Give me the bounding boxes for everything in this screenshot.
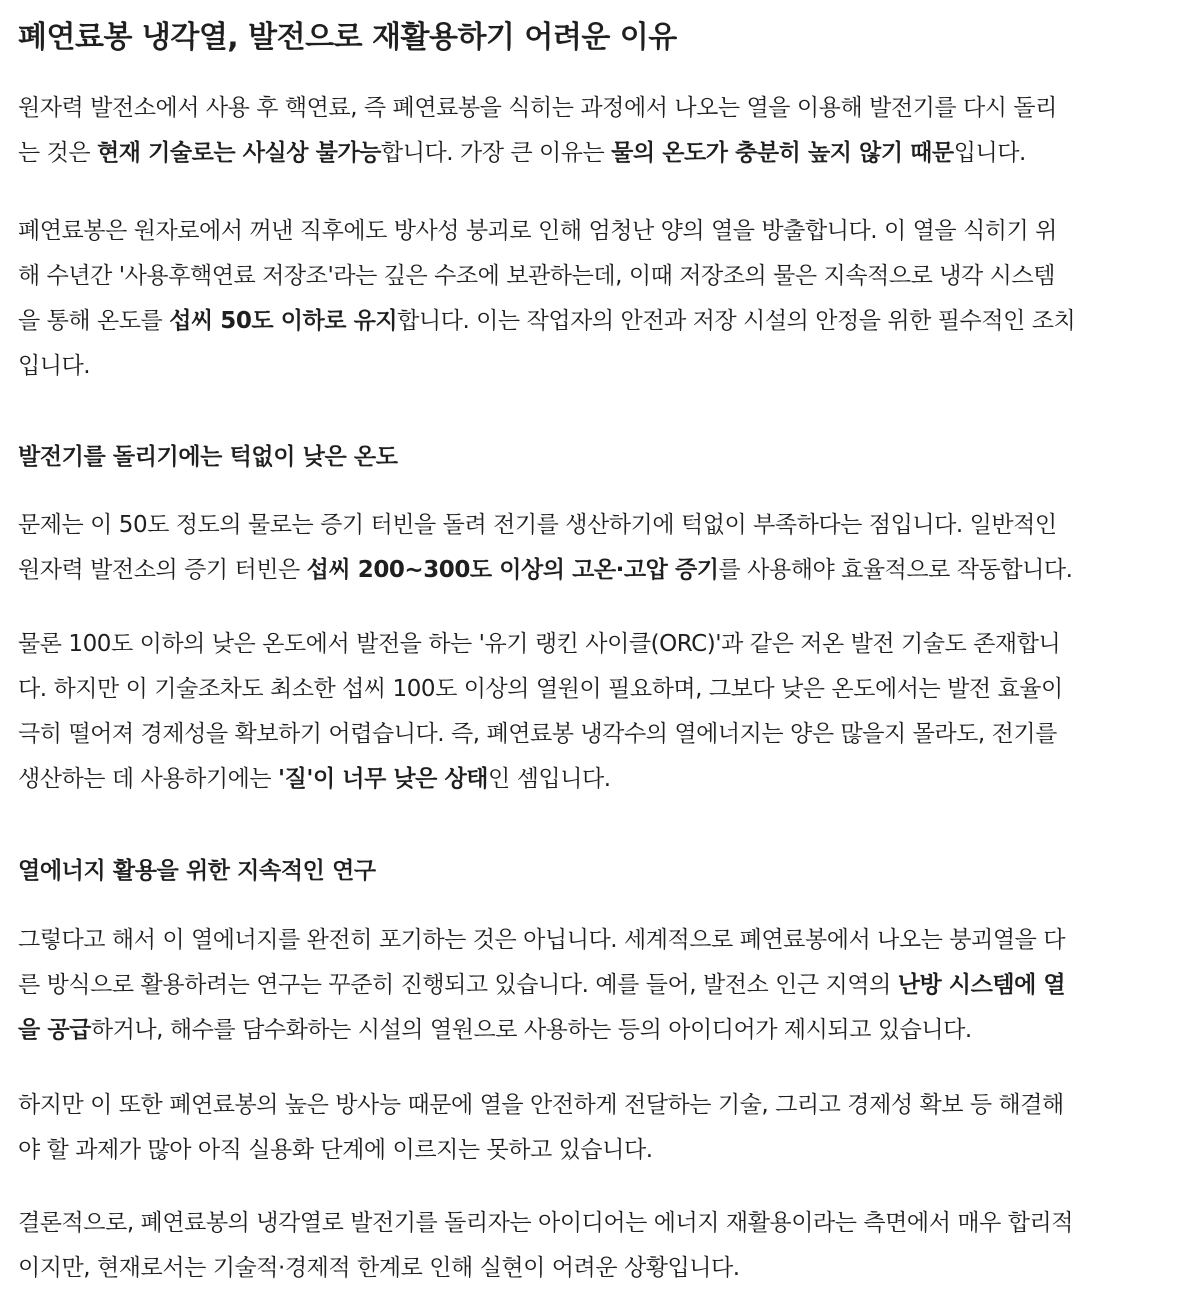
text-line [18, 1201, 1182, 1246]
text-line [18, 622, 1182, 667]
section-heading-research: 열에너지 활용을 위한 지속적인 연구 [18, 858, 376, 884]
text-line [18, 86, 1182, 131]
text-segment: 폐연료봉은 원자로에서 꺼낸 직후에도 방사성 붕괴로 인해 엄청난 양의 열을 방출합니다. 이 열을 식히기 위 [18, 218, 1057, 244]
text-segment: 을 통해 온도를 [18, 308, 170, 334]
text-segment: 합니다. 이는 작업자의 안전과 저장 시설의 안정을 위한 필수적인 조치 [397, 308, 1076, 334]
text-line [18, 299, 1182, 344]
text-line [18, 1083, 1182, 1128]
text-line [18, 1246, 1182, 1291]
text-segment: 를 사용해야 효율적으로 작동합니다. [718, 557, 1073, 583]
paragraph-orc [18, 622, 1182, 802]
text-segment: 생산하는 데 사용하기에는 [18, 766, 279, 792]
text-segment: 합니다. 가장 큰 이유는 [380, 140, 612, 166]
bold-emphasis: 섭씨 50도 이하로 유지 [169, 308, 398, 334]
paragraph-challenges [18, 1083, 1182, 1173]
text-segment: 야 할 과제가 많아 아직 실용화 단계에 이르지는 못하고 있습니다. [18, 1137, 653, 1163]
text-segment: 물론 100도 이하의 낮은 온도에서 발전을 하는 '유기 랭킨 사이클(ORC)'과 같은 저온 발전 기술도 존재합니 [18, 631, 1061, 657]
text-line [18, 131, 1182, 176]
text-segment: 해 수년간 '사용후핵연료 저장조'라는 깊은 수조에 보관하는데, 이때 저장조의 물은 지속적으로 냉각 시스템 [18, 263, 1055, 289]
bold-emphasis: 을 공급 [18, 1017, 91, 1043]
text-segment: 원자력 발전소에서 사용 후 핵연료, 즉 폐연료봉을 식히는 과정에서 나오는 열을 이용해 발전기를 다시 돌리 [18, 95, 1057, 121]
bold-emphasis: 물의 온도가 충분히 높지 않기 때문 [611, 140, 954, 166]
text-segment: 인 셈입니다. [488, 766, 611, 792]
text-line [18, 712, 1182, 757]
bold-emphasis: 현재 기술로는 사실상 불가능 [97, 140, 381, 166]
text-segment: 극히 떨어져 경제성을 확보하기 어렵습니다. 즉, 폐연료봉 냉각수의 열에너지는 양은 많을지 몰라도, 전기를 [18, 721, 1057, 747]
text-segment: 결론적으로, 폐연료봉의 냉각열로 발전기를 돌리자는 아이디어는 에너지 재활용이라는 측면에서 매우 합리적 [18, 1210, 1074, 1236]
text-segment: 하거나, 해수를 담수화하는 시설의 열원으로 사용하는 등의 아이디어가 제시되고 있습니다. [90, 1017, 972, 1043]
paragraph-intro [18, 86, 1182, 176]
text-line [18, 757, 1182, 802]
text-segment: 문제는 이 50도 정도의 물로는 증기 터빈을 돌려 전기를 생산하기에 턱없이 부족하다는 점입니다. 일반적인 [18, 512, 1057, 538]
page-title: 폐연료봉 냉각열, 발전으로 재활용하기 어려운 이유 [18, 20, 677, 55]
text-segment: 다. 하지만 이 기술조차도 최소한 섭씨 100도 이상의 열원이 필요하며, 그보다 낮은 온도에서는 발전 효율이 [18, 676, 1063, 702]
paragraph-storage-pool [18, 209, 1182, 389]
bold-emphasis: 난방 시스템에 열 [897, 972, 1066, 998]
text-line [18, 667, 1182, 712]
paragraph-turbine-requirement [18, 503, 1182, 593]
text-line [18, 548, 1182, 593]
text-line [18, 918, 1182, 963]
text-segment: 하지만 이 또한 폐연료봉의 높은 방사능 때문에 열을 안전하게 전달하는 기술, 그리고 경제성 확보 등 해결해 [18, 1092, 1064, 1118]
paragraph-conclusion [18, 1201, 1182, 1291]
paragraph-alternative-uses [18, 918, 1182, 1053]
text-segment: 는 것은 [18, 140, 98, 166]
text-line [18, 209, 1182, 254]
text-segment: 이지만, 현재로서는 기술적·경제적 한계로 인해 실현이 어려운 상황입니다. [18, 1255, 740, 1281]
text-line [18, 1128, 1182, 1173]
text-line [18, 254, 1182, 299]
text-line [18, 503, 1182, 548]
bold-emphasis: '질'이 너무 낮은 상태 [278, 766, 489, 792]
text-line [18, 1008, 1182, 1053]
text-segment: 른 방식으로 활용하려는 연구는 꾸준히 진행되고 있습니다. 예를 들어, 발전소 인근 지역의 [18, 972, 898, 998]
section-heading-low-temperature: 발전기를 돌리기에는 턱없이 낮은 온도 [18, 444, 398, 470]
text-segment: 원자력 발전소의 증기 터빈은 [18, 557, 307, 583]
text-line [18, 344, 1182, 389]
text-segment: 그렇다고 해서 이 열에너지를 완전히 포기하는 것은 아닙니다. 세계적으로 폐연료봉에서 나오는 붕괴열을 다 [18, 927, 1065, 953]
text-segment: 입니다. [18, 353, 91, 379]
bold-emphasis: 섭씨 200~300도 이상의 고온·고압 증기 [306, 557, 719, 583]
text-line [18, 963, 1182, 1008]
text-segment: 입니다. [953, 140, 1026, 166]
